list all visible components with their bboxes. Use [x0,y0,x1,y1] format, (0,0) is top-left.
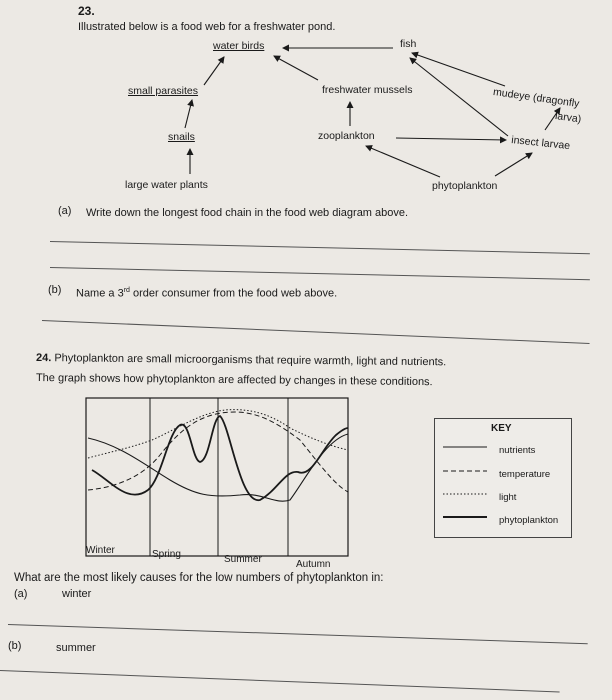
organism-phytoplankton: phytoplankton [432,180,498,192]
q24-question: What are the most likely causes for the low numbers of phytoplankton in: [14,572,384,584]
season-label-summer: Summer [224,554,262,565]
question-23-intro: Illustrated below is a food web for a freshwater pond. [78,21,336,33]
question-24-intro-2: The graph shows how phytoplankton are affected by changes in these conditions. [35,372,433,389]
organism-fish: fish [400,38,417,50]
season-label-spring: Spring [152,549,181,560]
key-label-nutrients: nutrients [499,445,536,456]
graph-key [434,418,572,538]
graph-border [86,398,348,556]
key-label-light: light [499,492,517,503]
key-label-phytoplankton: phytoplankton [499,515,559,526]
q24a-label: (a) [14,588,28,600]
q23b-text: Name a 3rd order consumer from the food web above. [76,287,338,300]
organism-large-water-plants: large water plants [125,179,208,191]
q23a-label: (a) [58,205,72,217]
q24a-text: winter [62,588,92,600]
organism-freshwater-mussels: freshwater mussels [322,84,413,96]
organism-mudeye-line1: mudeye (dragonfly [492,86,581,110]
organism-snails: snails [168,131,195,143]
season-label-autumn: Autumn [296,559,331,570]
q23a-text: Write down the longest food chain in the food web diagram above. [86,207,409,219]
organism-insect-larvae: insect larvae [510,134,571,153]
organism-small-parasites: small parasites [128,85,199,97]
organism-zooplankton: zooplankton [318,130,375,142]
question-24-intro-1: 24. Phytoplankton are small microorganisms that require warmth, light and nutrients. [35,352,447,369]
q23b-label: (b) [48,284,62,296]
line-phytoplankton [92,416,348,500]
key-label-temperature: temperature [499,469,551,480]
organism-water-birds: water birds [213,40,265,52]
organism-mudeye-line2: larva) [554,110,583,126]
q24b-text: summer [56,642,96,654]
q24b-label: (b) [8,640,22,652]
question-23-number: 23. [78,4,95,18]
key-title: KEY [491,423,512,434]
season-label-winter: Winter [86,545,115,556]
